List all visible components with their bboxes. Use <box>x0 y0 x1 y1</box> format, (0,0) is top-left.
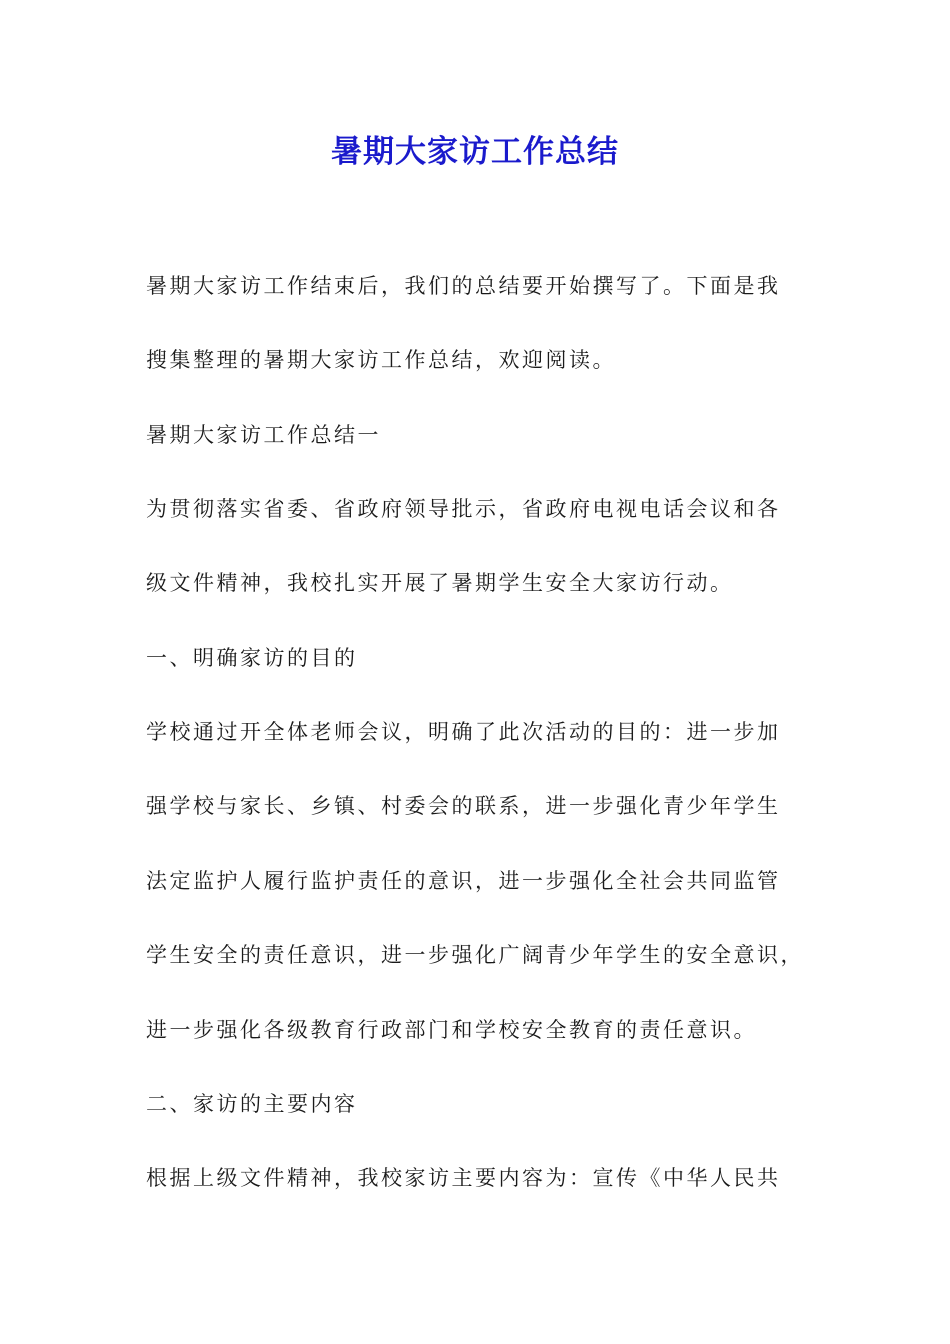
intro-line-2: 搜集整理的暑期大家访工作总结，欢迎阅读。 <box>146 348 616 372</box>
paragraph-line: 级文件精神，我校扎实开展了暑期学生安全大家访行动。 <box>146 571 734 595</box>
paragraph-line: 学校通过开全体老师会议，明确了此次活动的目的：进一步加 <box>146 720 781 744</box>
paragraph-line: 根据上级文件精神，我校家访主要内容为：宣传《中华人民共 <box>146 1166 781 1190</box>
intro-line-1: 暑期大家访工作结束后，我们的总结要开始撰写了。下面是我 <box>146 274 781 298</box>
document-title: 暑期大家访工作总结 <box>331 134 619 170</box>
paragraph-line: 法定监护人履行监护责任的意识，进一步强化全社会共同监管 <box>146 869 781 893</box>
section-heading-purpose: 一、明确家访的目的 <box>146 646 358 670</box>
paragraph-line: 强学校与家长、乡镇、村委会的联系，进一步强化青少年学生 <box>146 794 781 818</box>
paragraph-line: 学生安全的责任意识，进一步强化广阔青少年学生的安全意识， <box>146 943 804 967</box>
paragraph-line: 进一步强化各级教育行政部门和学校安全教育的责任意识。 <box>146 1018 757 1042</box>
section-heading-content: 二、家访的主要内容 <box>146 1092 358 1116</box>
section-heading-summary-one: 暑期大家访工作总结一 <box>146 423 381 447</box>
paragraph-line: 为贯彻落实省委、省政府领导批示，省政府电视电话会议和各 <box>146 497 781 521</box>
